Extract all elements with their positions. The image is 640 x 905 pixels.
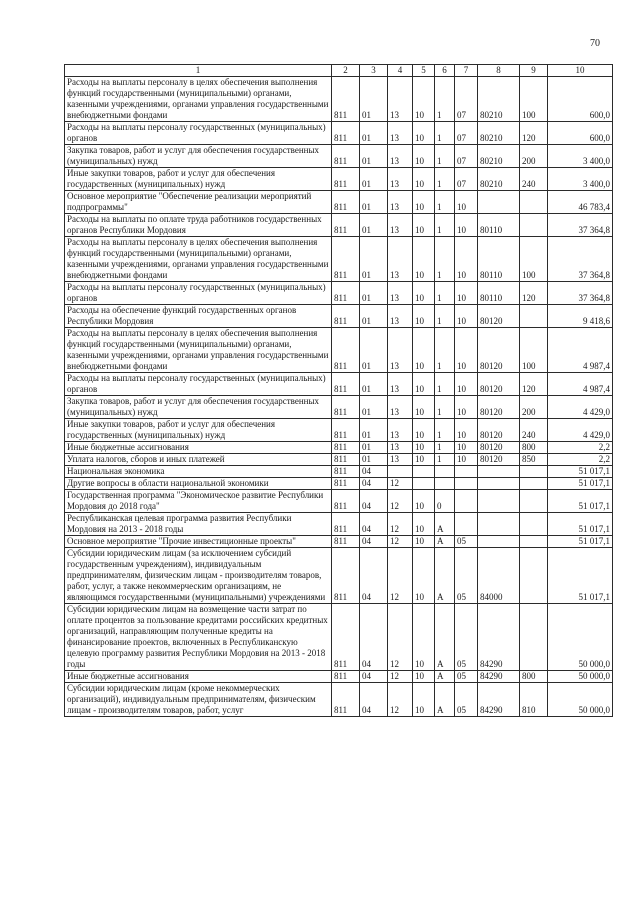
section-code-cell: 04	[360, 671, 388, 683]
grbs-code-cell: 811	[332, 548, 360, 604]
subprogram-code-cell: 1	[435, 373, 455, 396]
row-name-cell: Расходы на выплаты персоналу в целях обеспечения выполнения функций государственными (муниципальными) органами, казенными учреждениями, органами управления государственными внебюджетными фондами	[65, 237, 332, 282]
row-name-cell: Расходы на выплаты персоналу в целях обеспечения выполнения функций государственными (муниципальными) органами, казенными учреждениями, органами управления государственными внебюджетными фондами	[65, 328, 332, 373]
event-code-cell	[455, 490, 478, 513]
table-header-row	[65, 65, 613, 77]
header-cell: 2	[332, 65, 360, 77]
row-name-cell: Национальная экономика	[65, 466, 332, 478]
program-code-cell: 10	[413, 548, 435, 604]
subsection-code-cell: 12	[388, 604, 413, 671]
program-code-cell: 10	[413, 214, 435, 237]
section-code-cell: 01	[360, 282, 388, 305]
event-code-cell: 10	[455, 214, 478, 237]
row-name-cell: Закупка товаров, работ и услуг для обеспечения государственных (муниципальных) нужд	[65, 396, 332, 419]
direction-code-cell: 84290	[478, 604, 520, 671]
event-code-cell: 10	[455, 237, 478, 282]
event-code-cell: 10	[455, 454, 478, 466]
section-code-cell: 01	[360, 442, 388, 454]
expense-type-cell	[520, 548, 548, 604]
grbs-code-cell: 811	[332, 77, 360, 122]
table-row	[65, 168, 613, 191]
expense-type-cell	[520, 513, 548, 536]
amount-cell: 4 429,0	[548, 396, 613, 419]
amount-cell: 50 000,0	[548, 683, 613, 717]
subsection-code-cell: 12	[388, 683, 413, 717]
event-code-cell: 10	[455, 396, 478, 419]
subsection-code-cell: 13	[388, 396, 413, 419]
expense-type-cell: 240	[520, 419, 548, 442]
direction-code-cell: 80120	[478, 305, 520, 328]
table-row	[65, 191, 613, 214]
header-cell: 6	[435, 65, 455, 77]
section-code-cell: 01	[360, 373, 388, 396]
expense-type-cell: 100	[520, 328, 548, 373]
section-code-cell: 04	[360, 548, 388, 604]
program-code-cell: 10	[413, 305, 435, 328]
subprogram-code-cell: 1	[435, 305, 455, 328]
table-row	[65, 282, 613, 305]
program-code-cell: 10	[413, 536, 435, 548]
subprogram-code-cell: А	[435, 683, 455, 717]
row-name-cell: Расходы на выплаты персоналу государственных (муниципальных) органов	[65, 282, 332, 305]
subprogram-code-cell	[435, 466, 455, 478]
subsection-code-cell: 13	[388, 454, 413, 466]
event-code-cell: 05	[455, 536, 478, 548]
subsection-code-cell: 13	[388, 77, 413, 122]
direction-code-cell: 80120	[478, 442, 520, 454]
program-code-cell: 10	[413, 168, 435, 191]
event-code-cell	[455, 466, 478, 478]
table-row	[65, 478, 613, 490]
section-code-cell: 04	[360, 466, 388, 478]
grbs-code-cell: 811	[332, 419, 360, 442]
section-code-cell: 01	[360, 168, 388, 191]
event-code-cell: 10	[455, 373, 478, 396]
table-row	[65, 604, 613, 671]
grbs-code-cell: 811	[332, 373, 360, 396]
expense-type-cell: 100	[520, 77, 548, 122]
direction-code-cell: 80120	[478, 328, 520, 373]
grbs-code-cell: 811	[332, 478, 360, 490]
header-cell: 8	[478, 65, 520, 77]
expense-type-cell: 800	[520, 442, 548, 454]
row-name-cell: Субсидии юридическим лицам на возмещение части затрат по оплате процентов за пользование кредитами российских кредитных организаций, направляющим полученные кредиты на финансирование проектов, включенных в Республиканскую целевую программу развития Республики Мордовия на 2013 - 2018 годы	[65, 604, 332, 671]
direction-code-cell: 80210	[478, 168, 520, 191]
event-code-cell	[455, 513, 478, 536]
section-code-cell: 01	[360, 191, 388, 214]
event-code-cell: 10	[455, 442, 478, 454]
grbs-code-cell: 811	[332, 490, 360, 513]
row-name-cell: Расходы на выплаты персоналу государственных (муниципальных) органов	[65, 122, 332, 145]
amount-cell: 51 017,1	[548, 478, 613, 490]
budget-table	[64, 64, 613, 717]
row-name-cell: Субсидии юридическим лицам (за исключением субсидий государственным учреждениям), индивидуальным предпринимателям, физическим лицам - производителям товаров, работ, услуг, а также некоммерческим организациям, не являющимся государственными (муниципальными) учреждениями	[65, 548, 332, 604]
direction-code-cell: 84290	[478, 683, 520, 717]
expense-type-cell: 200	[520, 396, 548, 419]
program-code-cell	[413, 466, 435, 478]
row-name-cell: Закупка товаров, работ и услуг для обеспечения государственных (муниципальных) нужд	[65, 145, 332, 168]
direction-code-cell: 80120	[478, 419, 520, 442]
program-code-cell: 10	[413, 419, 435, 442]
event-code-cell: 05	[455, 683, 478, 717]
amount-cell: 2,2	[548, 454, 613, 466]
grbs-code-cell: 811	[332, 191, 360, 214]
table-row	[65, 77, 613, 122]
amount-cell: 4 429,0	[548, 419, 613, 442]
subprogram-code-cell: 1	[435, 419, 455, 442]
amount-cell: 46 783,4	[548, 191, 613, 214]
grbs-code-cell: 811	[332, 466, 360, 478]
subsection-code-cell: 13	[388, 214, 413, 237]
row-name-cell: Иные бюджетные ассигнования	[65, 442, 332, 454]
grbs-code-cell: 811	[332, 282, 360, 305]
section-code-cell: 01	[360, 237, 388, 282]
subsection-code-cell: 13	[388, 373, 413, 396]
subprogram-code-cell: А	[435, 671, 455, 683]
program-code-cell: 10	[413, 454, 435, 466]
event-code-cell: 05	[455, 604, 478, 671]
row-name-cell: Расходы на выплаты персоналу государственных (муниципальных) органов	[65, 373, 332, 396]
amount-cell: 50 000,0	[548, 671, 613, 683]
subprogram-code-cell: А	[435, 604, 455, 671]
event-code-cell: 05	[455, 548, 478, 604]
expense-type-cell: 120	[520, 122, 548, 145]
row-name-cell: Субсидии юридическим лицам (кроме некоммерческих организаций), индивидуальным предпринимателям, физическим лицам - производителям товаров, работ, услуг	[65, 683, 332, 717]
subsection-code-cell: 12	[388, 490, 413, 513]
table-row	[65, 214, 613, 237]
grbs-code-cell: 811	[332, 237, 360, 282]
event-code-cell: 10	[455, 419, 478, 442]
event-code-cell: 10	[455, 328, 478, 373]
subprogram-code-cell: 0	[435, 490, 455, 513]
header-cell: 10	[548, 65, 613, 77]
grbs-code-cell: 811	[332, 145, 360, 168]
amount-cell: 37 364,8	[548, 237, 613, 282]
section-code-cell: 01	[360, 396, 388, 419]
grbs-code-cell: 811	[332, 536, 360, 548]
row-name-cell: Расходы на выплаты по оплате труда работников государственных органов Республики Мордовия	[65, 214, 332, 237]
header-cell: 4	[388, 65, 413, 77]
subprogram-code-cell: 1	[435, 454, 455, 466]
subsection-code-cell: 13	[388, 442, 413, 454]
direction-code-cell: 80120	[478, 454, 520, 466]
subsection-code-cell: 13	[388, 328, 413, 373]
header-cell: 5	[413, 65, 435, 77]
subprogram-code-cell: 1	[435, 122, 455, 145]
row-name-cell: Расходы на выплаты персоналу в целях обеспечения выполнения функций государственными (муниципальными) органами, казенными учреждениями, органами управления государственными внебюджетными фондами	[65, 77, 332, 122]
grbs-code-cell: 811	[332, 122, 360, 145]
expense-type-cell	[520, 466, 548, 478]
section-code-cell: 01	[360, 122, 388, 145]
amount-cell: 3 400,0	[548, 168, 613, 191]
program-code-cell: 10	[413, 490, 435, 513]
grbs-code-cell: 811	[332, 442, 360, 454]
header-cell: 1	[65, 65, 332, 77]
expense-type-cell	[520, 478, 548, 490]
expense-type-cell	[520, 191, 548, 214]
subsection-code-cell: 12	[388, 478, 413, 490]
table-row	[65, 328, 613, 373]
expense-type-cell	[520, 214, 548, 237]
expense-type-cell: 800	[520, 671, 548, 683]
table-row	[65, 237, 613, 282]
amount-cell: 51 017,1	[548, 490, 613, 513]
row-name-cell: Уплата налогов, сборов и иных платежей	[65, 454, 332, 466]
program-code-cell: 10	[413, 191, 435, 214]
section-code-cell: 01	[360, 214, 388, 237]
program-code-cell: 10	[413, 145, 435, 168]
subprogram-code-cell: 1	[435, 237, 455, 282]
subsection-code-cell: 13	[388, 237, 413, 282]
expense-type-cell: 850	[520, 454, 548, 466]
direction-code-cell	[478, 513, 520, 536]
expense-type-cell	[520, 604, 548, 671]
event-code-cell: 05	[455, 671, 478, 683]
header-cell: 7	[455, 65, 478, 77]
expense-type-cell	[520, 536, 548, 548]
grbs-code-cell: 811	[332, 454, 360, 466]
section-code-cell: 04	[360, 536, 388, 548]
section-code-cell: 01	[360, 419, 388, 442]
direction-code-cell: 80210	[478, 145, 520, 168]
expense-type-cell: 240	[520, 168, 548, 191]
expense-type-cell: 810	[520, 683, 548, 717]
page-number: 70	[590, 38, 600, 49]
program-code-cell: 10	[413, 373, 435, 396]
grbs-code-cell: 811	[332, 683, 360, 717]
program-code-cell: 10	[413, 282, 435, 305]
subprogram-code-cell: 1	[435, 442, 455, 454]
section-code-cell: 01	[360, 145, 388, 168]
section-code-cell: 04	[360, 683, 388, 717]
event-code-cell: 07	[455, 168, 478, 191]
subprogram-code-cell: А	[435, 548, 455, 604]
row-name-cell: Основное мероприятие "Прочие инвестиционные проекты"	[65, 536, 332, 548]
subsection-code-cell: 13	[388, 191, 413, 214]
grbs-code-cell: 811	[332, 305, 360, 328]
table-row	[65, 683, 613, 717]
subprogram-code-cell: 1	[435, 145, 455, 168]
subprogram-code-cell: 1	[435, 191, 455, 214]
amount-cell: 50 000,0	[548, 604, 613, 671]
amount-cell: 4 987,4	[548, 373, 613, 396]
table-row	[65, 145, 613, 168]
subprogram-code-cell: 1	[435, 328, 455, 373]
row-name-cell: Иные закупки товаров, работ и услуг для обеспечения государственных (муниципальных) нужд	[65, 168, 332, 191]
subsection-code-cell: 12	[388, 548, 413, 604]
event-code-cell: 07	[455, 122, 478, 145]
row-name-cell: Государственная программа "Экономическое развитие Республики Мордовия до 2018 года"	[65, 490, 332, 513]
amount-cell: 51 017,1	[548, 548, 613, 604]
grbs-code-cell: 811	[332, 214, 360, 237]
row-name-cell: Расходы на обеспечение функций государственных органов Республики Мордовия	[65, 305, 332, 328]
event-code-cell: 07	[455, 77, 478, 122]
direction-code-cell	[478, 536, 520, 548]
amount-cell: 51 017,1	[548, 536, 613, 548]
amount-cell: 37 364,8	[548, 282, 613, 305]
subsection-code-cell: 13	[388, 419, 413, 442]
expense-type-cell: 120	[520, 373, 548, 396]
amount-cell: 600,0	[548, 122, 613, 145]
grbs-code-cell: 811	[332, 671, 360, 683]
table-row	[65, 396, 613, 419]
program-code-cell: 10	[413, 604, 435, 671]
row-name-cell: Республиканская целевая программа развития Республики Мордовия на 2013 - 2018 годы	[65, 513, 332, 536]
header-cell: 3	[360, 65, 388, 77]
program-code-cell: 10	[413, 77, 435, 122]
subprogram-code-cell: 1	[435, 168, 455, 191]
row-name-cell: Иные бюджетные ассигнования	[65, 671, 332, 683]
direction-code-cell	[478, 478, 520, 490]
table-row	[65, 454, 613, 466]
subprogram-code-cell: 1	[435, 396, 455, 419]
table-row	[65, 548, 613, 604]
expense-type-cell	[520, 490, 548, 513]
grbs-code-cell: 811	[332, 396, 360, 419]
table-row	[65, 536, 613, 548]
grbs-code-cell: 811	[332, 604, 360, 671]
program-code-cell: 10	[413, 396, 435, 419]
expense-type-cell	[520, 305, 548, 328]
direction-code-cell: 80110	[478, 237, 520, 282]
section-code-cell: 01	[360, 77, 388, 122]
table-row	[65, 122, 613, 145]
subsection-code-cell: 12	[388, 513, 413, 536]
subprogram-code-cell: 1	[435, 214, 455, 237]
subsection-code-cell	[388, 466, 413, 478]
section-code-cell: 04	[360, 490, 388, 513]
amount-cell: 4 987,4	[548, 328, 613, 373]
amount-cell: 600,0	[548, 77, 613, 122]
grbs-code-cell: 811	[332, 328, 360, 373]
section-code-cell: 04	[360, 604, 388, 671]
row-name-cell: Другие вопросы в области национальной экономики	[65, 478, 332, 490]
direction-code-cell	[478, 490, 520, 513]
amount-cell: 9 418,6	[548, 305, 613, 328]
grbs-code-cell: 811	[332, 168, 360, 191]
subprogram-code-cell: 1	[435, 77, 455, 122]
program-code-cell: 10	[413, 328, 435, 373]
expense-type-cell: 120	[520, 282, 548, 305]
table-row	[65, 513, 613, 536]
program-code-cell: 10	[413, 442, 435, 454]
program-code-cell	[413, 478, 435, 490]
subsection-code-cell: 13	[388, 122, 413, 145]
table-row	[65, 671, 613, 683]
direction-code-cell: 84290	[478, 671, 520, 683]
section-code-cell: 01	[360, 454, 388, 466]
subsection-code-cell: 12	[388, 536, 413, 548]
amount-cell: 51 017,1	[548, 513, 613, 536]
subsection-code-cell: 13	[388, 145, 413, 168]
program-code-cell: 10	[413, 683, 435, 717]
table-row	[65, 466, 613, 478]
table-row	[65, 305, 613, 328]
section-code-cell: 01	[360, 328, 388, 373]
section-code-cell: 04	[360, 478, 388, 490]
subsection-code-cell: 13	[388, 168, 413, 191]
table-row	[65, 442, 613, 454]
direction-code-cell: 80120	[478, 373, 520, 396]
row-name-cell: Иные закупки товаров, работ и услуг для обеспечения государственных (муниципальных) нужд	[65, 419, 332, 442]
direction-code-cell: 80120	[478, 396, 520, 419]
event-code-cell: 07	[455, 145, 478, 168]
subsection-code-cell: 13	[388, 282, 413, 305]
amount-cell: 51 017,1	[548, 466, 613, 478]
event-code-cell	[455, 478, 478, 490]
header-cell: 9	[520, 65, 548, 77]
amount-cell: 37 364,8	[548, 214, 613, 237]
direction-code-cell	[478, 191, 520, 214]
program-code-cell: 10	[413, 237, 435, 282]
direction-code-cell: 80110	[478, 282, 520, 305]
amount-cell: 3 400,0	[548, 145, 613, 168]
expense-type-cell: 100	[520, 237, 548, 282]
direction-code-cell	[478, 466, 520, 478]
event-code-cell: 10	[455, 191, 478, 214]
event-code-cell: 10	[455, 282, 478, 305]
program-code-cell: 10	[413, 671, 435, 683]
direction-code-cell: 80110	[478, 214, 520, 237]
subprogram-code-cell: А	[435, 513, 455, 536]
program-code-cell: 10	[413, 122, 435, 145]
amount-cell: 2,2	[548, 442, 613, 454]
direction-code-cell: 84000	[478, 548, 520, 604]
section-code-cell: 01	[360, 305, 388, 328]
row-name-cell: Основное мероприятие "Обеспечение реализации мероприятий подпрограммы"	[65, 191, 332, 214]
subprogram-code-cell: 1	[435, 282, 455, 305]
subprogram-code-cell	[435, 478, 455, 490]
table-row	[65, 490, 613, 513]
table-row	[65, 419, 613, 442]
expense-type-cell: 200	[520, 145, 548, 168]
event-code-cell: 10	[455, 305, 478, 328]
grbs-code-cell: 811	[332, 513, 360, 536]
table-row	[65, 373, 613, 396]
program-code-cell: 10	[413, 513, 435, 536]
subsection-code-cell: 12	[388, 671, 413, 683]
subsection-code-cell: 13	[388, 305, 413, 328]
section-code-cell: 04	[360, 513, 388, 536]
direction-code-cell: 80210	[478, 77, 520, 122]
direction-code-cell: 80210	[478, 122, 520, 145]
subprogram-code-cell: А	[435, 536, 455, 548]
